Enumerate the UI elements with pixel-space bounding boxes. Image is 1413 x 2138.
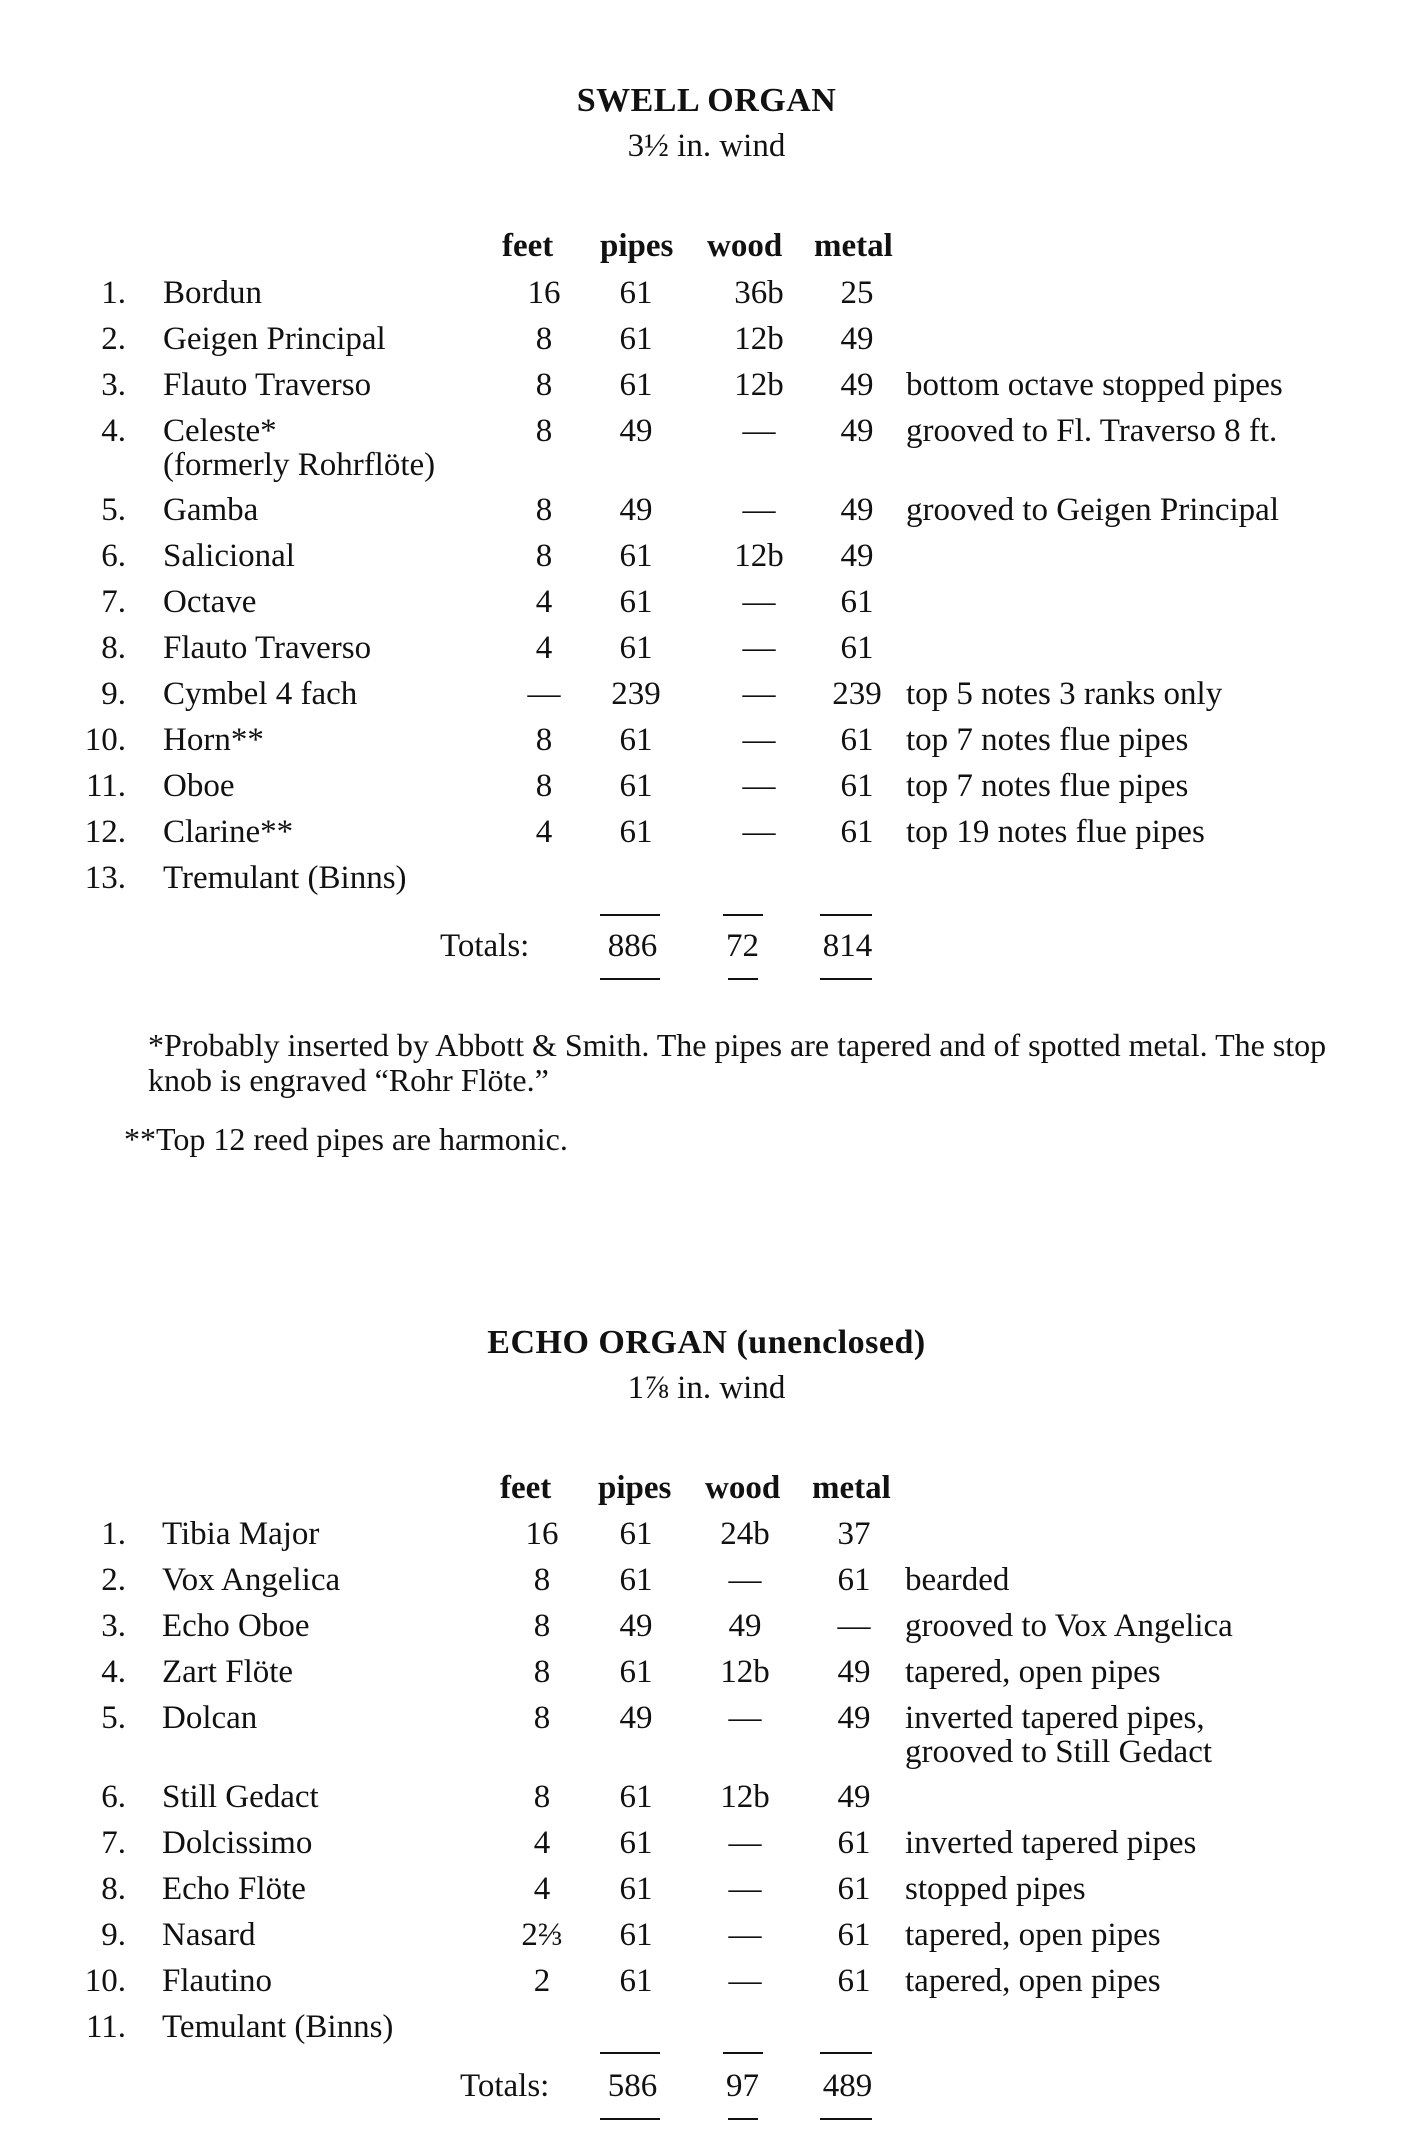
stop-feet: 4 bbox=[535, 630, 553, 666]
stop-feet: 8 bbox=[535, 768, 553, 804]
stop-feet: 16 bbox=[525, 1516, 559, 1552]
stop-name: Gamba bbox=[163, 492, 259, 528]
stop-metal: 49 bbox=[840, 367, 874, 403]
stop-pipes: 61 bbox=[619, 1779, 653, 1815]
stop-name: Nasard bbox=[162, 1917, 256, 1953]
stop-remark: grooved to Vox Angelica bbox=[905, 1608, 1233, 1644]
stop-pipes: 61 bbox=[619, 275, 653, 311]
stop-number: 10. bbox=[84, 722, 126, 758]
stop-number: 7. bbox=[101, 1825, 126, 1861]
stop-pipes: 61 bbox=[619, 1917, 653, 1953]
stop-pipes: 49 bbox=[619, 413, 653, 449]
stop-metal: 61 bbox=[840, 630, 874, 666]
stop-pipes: 49 bbox=[619, 1608, 653, 1644]
stop-name: Flautino bbox=[162, 1963, 273, 1999]
stop-metal: 37 bbox=[837, 1516, 871, 1552]
echo-header-wood: wood bbox=[705, 1470, 781, 1506]
stop-pipes: 61 bbox=[619, 768, 653, 804]
stop-number: 9. bbox=[101, 676, 126, 712]
swell-rule-top bbox=[820, 914, 872, 916]
swell-title: SWELL ORGAN bbox=[576, 82, 837, 119]
stop-metal: 61 bbox=[840, 722, 874, 758]
echo-rule-top bbox=[723, 2052, 763, 2054]
stop-wood: 12b bbox=[734, 321, 784, 357]
stop-remark: top 7 notes flue pipes bbox=[906, 722, 1189, 758]
stop-number: 6. bbox=[101, 1779, 126, 1815]
stop-name: Celeste* bbox=[163, 413, 277, 449]
echo-total-metal: 489 bbox=[822, 2068, 873, 2104]
stop-wood: — bbox=[742, 630, 776, 666]
stop-metal: 61 bbox=[840, 584, 874, 620]
stop-number: 3. bbox=[101, 1608, 126, 1644]
stop-number: 3. bbox=[101, 367, 126, 403]
stop-metal: 61 bbox=[837, 1562, 871, 1598]
stop-remark: top 7 notes flue pipes bbox=[906, 768, 1189, 804]
stop-feet: 8 bbox=[535, 321, 553, 357]
stop-name: Flauto Traverso bbox=[163, 367, 372, 403]
stop-number: 5. bbox=[101, 492, 126, 528]
stop-pipes: 61 bbox=[619, 538, 653, 574]
stop-feet: 2⅔ bbox=[521, 1917, 563, 1953]
stop-metal: 25 bbox=[840, 275, 874, 311]
stop-name: Echo Oboe bbox=[162, 1608, 310, 1644]
stop-feet: 8 bbox=[533, 1608, 551, 1644]
stop-feet: 8 bbox=[535, 722, 553, 758]
stop-metal: 49 bbox=[837, 1779, 871, 1815]
stop-pipes: 61 bbox=[619, 1516, 653, 1552]
stop-pipes: 61 bbox=[619, 1654, 653, 1690]
stop-remark: grooved to Fl. Traverso 8 ft. bbox=[906, 413, 1278, 449]
stop-number: 7. bbox=[101, 584, 126, 620]
stop-number: 13. bbox=[84, 860, 126, 896]
echo-rule-top bbox=[820, 2052, 872, 2054]
stop-number: 9. bbox=[101, 1917, 126, 1953]
stop-number: 4. bbox=[101, 1654, 126, 1690]
stop-number: 1. bbox=[101, 275, 126, 311]
footnote-celeste: *Probably inserted by Abbott & Smith. The pipes are tapered and of spotted metal. The stop knob is engraved “Rohr Flöte.” bbox=[148, 1027, 1327, 1099]
stop-name: Dolcissimo bbox=[162, 1825, 313, 1861]
stop-pipes: 61 bbox=[619, 321, 653, 357]
swell-header-pipes: pipes bbox=[600, 228, 674, 264]
stop-wood: 36b bbox=[734, 275, 784, 311]
stop-name: Octave bbox=[163, 584, 257, 620]
stop-pipes: 239 bbox=[611, 676, 661, 712]
stop-number: 5. bbox=[101, 1700, 126, 1736]
stop-metal: 61 bbox=[837, 1871, 871, 1907]
stop-metal: — bbox=[837, 1608, 871, 1644]
stop-wood: — bbox=[728, 1917, 762, 1953]
stop-wood: — bbox=[742, 413, 776, 449]
echo-rule-bottom bbox=[820, 2118, 872, 2120]
stop-wood: 24b bbox=[720, 1516, 770, 1552]
stop-feet: 8 bbox=[535, 367, 553, 403]
swell-rule-bottom bbox=[728, 978, 758, 980]
stop-number: 12. bbox=[84, 814, 126, 850]
stop-name: Bordun bbox=[163, 275, 262, 311]
swell-total-wood: 72 bbox=[726, 928, 759, 964]
stop-metal: 49 bbox=[837, 1654, 871, 1690]
stop-name: Clarine** bbox=[163, 814, 294, 850]
stop-feet: 8 bbox=[533, 1654, 551, 1690]
stop-name: Geigen Principal bbox=[163, 321, 386, 357]
echo-rule-bottom bbox=[728, 2118, 758, 2120]
stop-feet: 4 bbox=[535, 814, 553, 850]
stop-feet: 8 bbox=[533, 1562, 551, 1598]
stop-metal: 239 bbox=[832, 676, 882, 712]
echo-totals-label: Totals: bbox=[460, 2068, 550, 2104]
stop-number: 8. bbox=[101, 630, 126, 666]
echo-rule-bottom bbox=[600, 2118, 660, 2120]
stop-remark: bearded bbox=[905, 1562, 1010, 1598]
stop-wood: — bbox=[742, 584, 776, 620]
echo-header-metal: metal bbox=[812, 1470, 891, 1506]
stop-name: Flauto Traverso bbox=[163, 630, 372, 666]
stop-remark: tapered, open pipes bbox=[905, 1654, 1161, 1690]
stop-remark: tapered, open pipes bbox=[905, 1963, 1161, 1999]
swell-total-metal: 814 bbox=[822, 928, 873, 964]
stop-feet: 4 bbox=[533, 1825, 551, 1861]
stop-wood: 12b bbox=[734, 538, 784, 574]
swell-rule-bottom bbox=[600, 978, 660, 980]
swell-rule-top bbox=[600, 914, 660, 916]
stop-number: 10. bbox=[84, 1963, 126, 1999]
stop-metal: 61 bbox=[840, 768, 874, 804]
stop-pipes: 61 bbox=[619, 1562, 653, 1598]
stop-pipes: 49 bbox=[619, 492, 653, 528]
stop-pipes: 61 bbox=[619, 1871, 653, 1907]
stop-metal: 49 bbox=[840, 321, 874, 357]
stop-remark: tapered, open pipes bbox=[905, 1917, 1161, 1953]
stop-number: 2. bbox=[101, 1562, 126, 1598]
stop-feet: 4 bbox=[535, 584, 553, 620]
stop-name: Still Gedact bbox=[162, 1779, 319, 1815]
footnote-reed: **Top 12 reed pipes are harmonic. bbox=[124, 1121, 568, 1157]
stop-remark: top 5 notes 3 ranks only bbox=[906, 676, 1223, 712]
stop-wood: — bbox=[728, 1871, 762, 1907]
stop-feet: 8 bbox=[535, 538, 553, 574]
swell-header-wood: wood bbox=[707, 228, 783, 264]
stop-name: Cymbel 4 fach bbox=[163, 676, 358, 712]
stop-remark: grooved to Geigen Principal bbox=[906, 492, 1279, 528]
stop-metal: 49 bbox=[840, 538, 874, 574]
stop-remark: inverted tapered pipes bbox=[905, 1825, 1197, 1861]
stop-remark: stopped pipes bbox=[905, 1871, 1086, 1907]
stop-name: Salicional bbox=[163, 538, 295, 574]
stop-pipes: 61 bbox=[619, 1963, 653, 1999]
stop-number: 1. bbox=[101, 1516, 126, 1552]
stop-name: Tremulant (Binns) bbox=[163, 860, 407, 896]
stop-metal: 61 bbox=[840, 814, 874, 850]
stop-remark-cont: grooved to Still Gedact bbox=[905, 1734, 1213, 1770]
echo-header-feet: feet bbox=[500, 1470, 552, 1506]
stop-pipes: 49 bbox=[619, 1700, 653, 1736]
stop-remark: bottom octave stopped pipes bbox=[906, 367, 1283, 403]
stop-wood: — bbox=[742, 814, 776, 850]
swell-wind: 3½ in. wind bbox=[627, 128, 786, 164]
stop-wood: — bbox=[742, 676, 776, 712]
swell-totals-label: Totals: bbox=[440, 928, 530, 964]
stop-number: 4. bbox=[101, 413, 126, 449]
stop-metal: 49 bbox=[837, 1700, 871, 1736]
stop-wood: — bbox=[728, 1700, 762, 1736]
stop-feet: 8 bbox=[535, 492, 553, 528]
stop-wood: — bbox=[728, 1562, 762, 1598]
stop-wood: 12b bbox=[720, 1654, 770, 1690]
stop-feet: 4 bbox=[533, 1871, 551, 1907]
stop-name: Vox Angelica bbox=[162, 1562, 341, 1598]
stop-number: 8. bbox=[101, 1871, 126, 1907]
stop-wood: 12b bbox=[720, 1779, 770, 1815]
stop-pipes: 61 bbox=[619, 722, 653, 758]
stop-pipes: 61 bbox=[619, 367, 653, 403]
stop-metal: 49 bbox=[840, 492, 874, 528]
stop-name: Zart Flöte bbox=[162, 1654, 294, 1690]
stop-wood: — bbox=[728, 1963, 762, 1999]
echo-header-pipes: pipes bbox=[598, 1470, 672, 1506]
stop-name: Temulant (Binns) bbox=[162, 2009, 394, 2045]
swell-header-feet: feet bbox=[502, 228, 554, 264]
stop-remark: inverted tapered pipes, bbox=[905, 1700, 1205, 1736]
stop-wood: 12b bbox=[734, 367, 784, 403]
stop-name-note: (formerly Rohrflöte) bbox=[163, 447, 436, 483]
stop-name: Oboe bbox=[163, 768, 235, 804]
stop-metal: 61 bbox=[837, 1825, 871, 1861]
stop-wood: — bbox=[742, 722, 776, 758]
echo-title: ECHO ORGAN (unenclosed) bbox=[487, 1324, 926, 1361]
stop-feet: 8 bbox=[533, 1700, 551, 1736]
stop-wood: — bbox=[728, 1825, 762, 1861]
echo-total-pipes: 586 bbox=[607, 2068, 658, 2104]
stop-name: Dolcan bbox=[162, 1700, 258, 1736]
swell-header-metal: metal bbox=[814, 228, 893, 264]
stop-metal: 49 bbox=[840, 413, 874, 449]
stop-pipes: 61 bbox=[619, 584, 653, 620]
stop-metal: 61 bbox=[837, 1917, 871, 1953]
stop-wood: 49 bbox=[728, 1608, 762, 1644]
stop-pipes: 61 bbox=[619, 630, 653, 666]
swell-total-pipes: 886 bbox=[607, 928, 658, 964]
stop-remark: top 19 notes flue pipes bbox=[906, 814, 1205, 850]
swell-rule-top bbox=[723, 914, 763, 916]
stop-wood: — bbox=[742, 768, 776, 804]
stop-number: 11. bbox=[85, 2009, 126, 2045]
stop-number: 2. bbox=[101, 321, 126, 357]
stop-name: Horn** bbox=[163, 722, 264, 758]
echo-wind: 1⅞ in. wind bbox=[627, 1370, 786, 1406]
stop-number: 11. bbox=[85, 768, 126, 804]
stop-feet: 16 bbox=[527, 275, 561, 311]
stop-feet: 8 bbox=[535, 413, 553, 449]
stop-feet: 8 bbox=[533, 1779, 551, 1815]
stop-wood: — bbox=[742, 492, 776, 528]
stop-pipes: 61 bbox=[619, 814, 653, 850]
stop-name: Echo Flöte bbox=[162, 1871, 306, 1907]
stop-feet: — bbox=[527, 676, 561, 712]
stop-number: 6. bbox=[101, 538, 126, 574]
echo-rule-top bbox=[600, 2052, 660, 2054]
swell-rule-bottom bbox=[820, 978, 872, 980]
stop-metal: 61 bbox=[837, 1963, 871, 1999]
stop-feet: 2 bbox=[533, 1963, 551, 1999]
stop-name: Tibia Major bbox=[162, 1516, 320, 1552]
echo-total-wood: 97 bbox=[726, 2068, 759, 2104]
stop-pipes: 61 bbox=[619, 1825, 653, 1861]
